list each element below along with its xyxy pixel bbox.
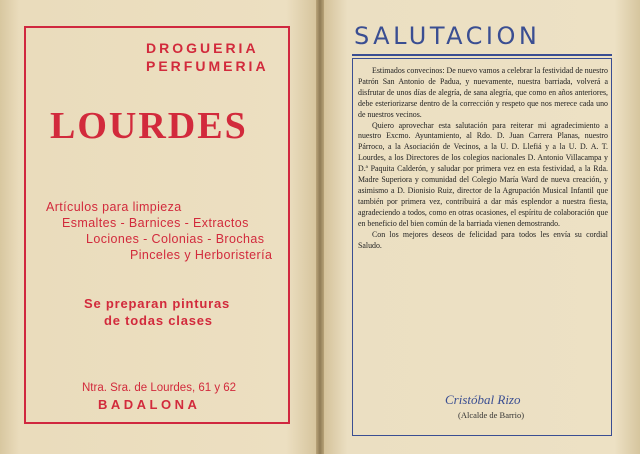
ad-heading-drogueria: DROGUERIA bbox=[146, 40, 259, 56]
paint-slogan-line1: Se preparan pinturas bbox=[84, 296, 231, 311]
product-line: Artículos para limpieza bbox=[46, 200, 182, 214]
letter-body bbox=[358, 66, 608, 251]
product-line: Esmaltes - Barnices - Extractos bbox=[62, 216, 249, 230]
title-divider bbox=[352, 54, 612, 56]
advertisement-frame bbox=[24, 26, 290, 424]
letter-paragraph: Quiero aprovechar esta salutación para reiterar mi agradecimiento a nuestro Excmo. Ayuntamiento, al Rdo. D. Juan Carrera Planas, nuestro Párroco, a la Asociación de Vecinos, a la U. D. Llefiá y a la U. D. A. T. Lourdes, a los Directores de los colegios nacionales D. Antonio Villacampa y D.ª Paquita Calderón, y saludar por primera vez en esta festividad, a la Rda. Madre Superiora y comunidad del Colegio María Ward de nueva creación, y asimismo a D. Dionisio Ruiz, director de la Agrupación Musical Infantil que también por primera vez, contribuirá a dar más esplendor a nuestra fiesta, agradeciendo a todos, como en otras ocasiones, el espíritu de colaboración que en beneficio del bien común de la barriada vienen demostrando. bbox=[358, 120, 608, 228]
signature-role: (Alcalde de Barrio) bbox=[458, 410, 525, 420]
letter-paragraph: Con los mejores deseos de felicidad para todos les envía su cordial Saludo. bbox=[358, 229, 608, 250]
signature-name: Cristóbal Rizo bbox=[445, 392, 521, 407]
product-line: Lociones - Colonias - Brochas bbox=[86, 232, 265, 246]
ad-brand-name: LOURDES bbox=[50, 105, 248, 147]
ad-heading-perfumeria: PERFUMERIA bbox=[146, 58, 269, 74]
book-gutter bbox=[316, 0, 324, 454]
ad-city: BADALONA bbox=[98, 397, 201, 412]
paint-slogan-line2: de todas clases bbox=[104, 313, 213, 328]
ad-address: Ntra. Sra. de Lourdes, 61 y 62 bbox=[82, 382, 237, 394]
page-title: SALUTACION bbox=[354, 22, 541, 50]
letter-paragraph: Estimados convecinos: De nuevo vamos a celebrar la festividad de nuestro Patrón San Antonio de Padua, y nuevamente, nuestra barriada, volverá a disfrutar de unos días de alegría, de sana alegría, que como en años anteriores, debe esteriorizarse dentro de la corrección y respeto que nos merece cada uno de nuestros vecinos. bbox=[358, 66, 608, 119]
product-line: Pinceles y Herboristería bbox=[130, 248, 273, 262]
